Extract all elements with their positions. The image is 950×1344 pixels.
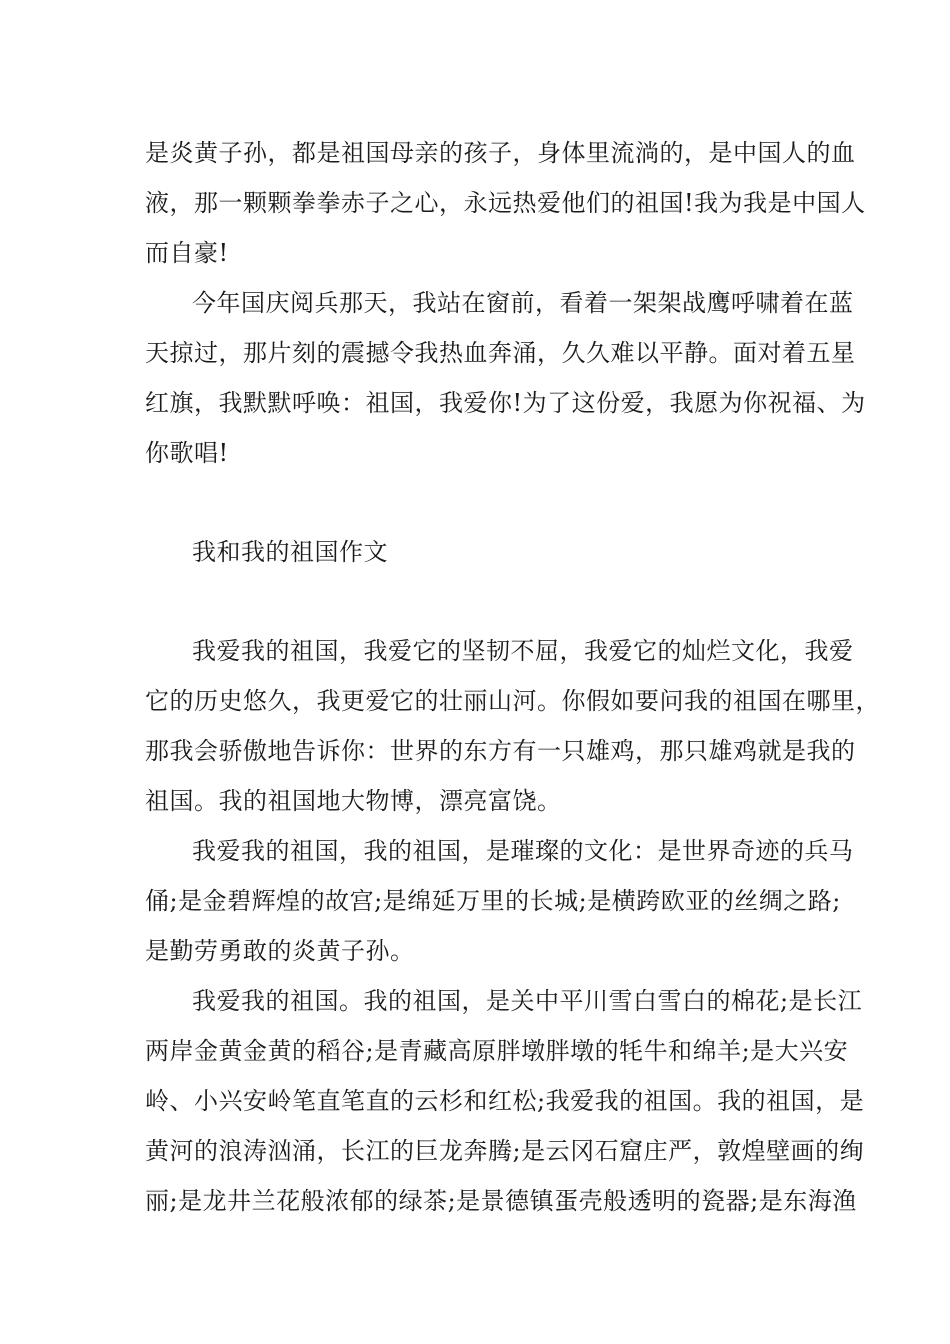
paragraph-line: 是勤劳勇敢的炎黄子孙。 (145, 937, 415, 965)
paragraph-line: 你歌唱! (145, 439, 229, 467)
paragraph-line: 俑;是金碧辉煌的故宫;是绵延万里的长城;是横跨欧亚的丝绸之路; (145, 887, 841, 915)
paragraph-line: 它的历史悠久，我更爱它的壮丽山河。你假如要问我的祖国在哪里， (145, 687, 880, 715)
paragraph-line: 今年国庆阅兵那天，我站在窗前，看着一架架战鹰呼啸着在蓝 (192, 289, 854, 317)
paragraph-line: 岭、小兴安岭笔直笔直的云杉和红松;我爱我的祖国。我的祖国，是 (145, 1087, 865, 1115)
paragraph-line: 是炎黄子孙，都是祖国母亲的孩子，身体里流淌的，是中国人的血 (145, 139, 856, 167)
paragraph-line: 我爱我的祖国，我的祖国，是璀璨的文化：是世界奇迹的兵马 (192, 837, 854, 865)
paragraph-line: 而自豪! (145, 239, 229, 267)
paragraph-line: 天掠过，那片刻的震撼令我热血奔涌，久久难以平静。面对着五星 (145, 339, 856, 367)
article-title: 我和我的祖国作文 (192, 538, 388, 566)
paragraph-line: 我爱我的祖国。我的祖国，是关中平川雪白雪白的棉花;是长江 (192, 987, 863, 1015)
paragraph-line: 液，那一颗颗拳拳赤子之心，永远热爱他们的祖国!我为我是中国人 (145, 189, 866, 217)
paragraph-line: 我爱我的祖国，我爱它的坚韧不屈，我爱它的灿烂文化，我爱 (192, 637, 854, 665)
paragraph-line: 黄河的浪涛汹涌，长江的巨龙奔腾;是云冈石窟庄严，敦煌壁画的绚 (145, 1137, 865, 1165)
paragraph-line: 那我会骄傲地告诉你：世界的东方有一只雄鸡，那只雄鸡就是我的 (145, 737, 856, 765)
paragraph-line: 丽;是龙井兰花般浓郁的绿茶;是景德镇蛋壳般透明的瓷器;是东海渔 (145, 1187, 857, 1215)
paragraph-line: 两岸金黄金黄的稻谷;是青藏高原胖墩胖墩的牦牛和绵羊;是大兴安 (145, 1037, 849, 1065)
paragraph-line: 祖国。我的祖国地大物博，漂亮富饶。 (145, 787, 562, 815)
paragraph-line: 红旗，我默默呼唤：祖国，我爱你!为了这份爱，我愿为你祝福、为 (145, 389, 866, 417)
